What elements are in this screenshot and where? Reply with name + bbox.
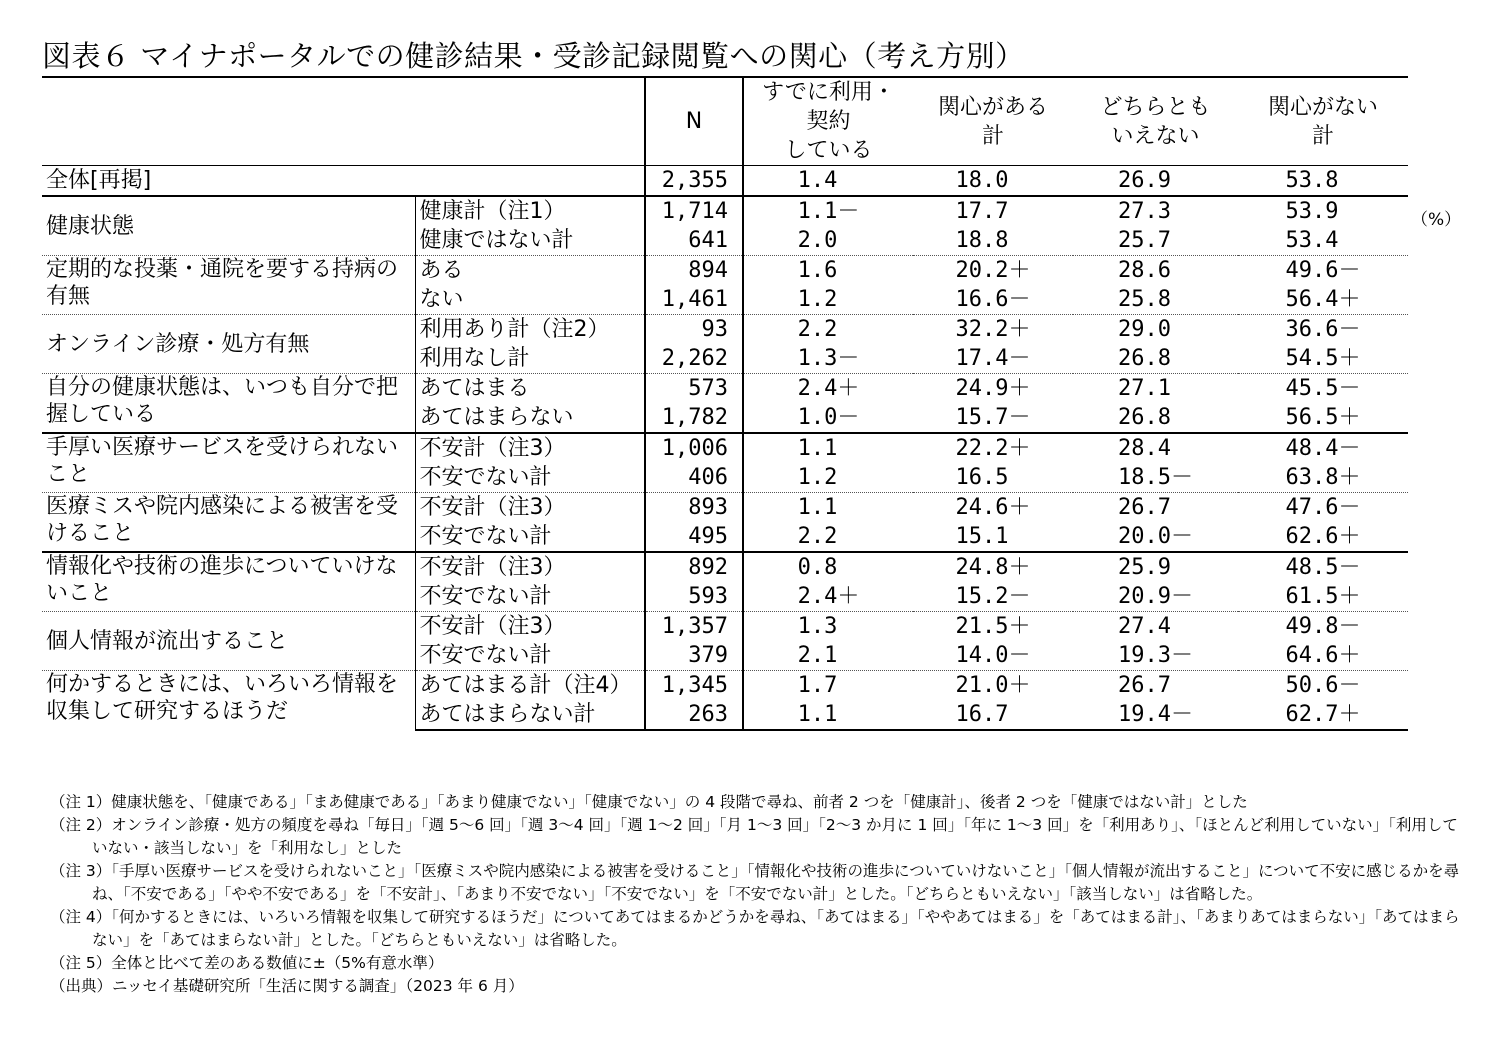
- significance-mark: ＋: [1338, 702, 1361, 727]
- significance-mark: －: [1338, 436, 1361, 461]
- sub-label: 不安計（注3）: [415, 552, 645, 582]
- sample-size: 641: [645, 226, 743, 256]
- value-cell: 47.6－: [1238, 493, 1408, 523]
- significance-mark: ＋: [1008, 376, 1031, 401]
- sub-label: 健康計（注1）: [415, 196, 645, 226]
- value-cell: 1.1: [743, 700, 913, 730]
- table-row: [42, 433, 1408, 463]
- header-interested: 関心がある 計: [913, 77, 1073, 166]
- significance-mark: ＋: [1338, 465, 1361, 490]
- value-cell: 56.4＋: [1285, 287, 1361, 312]
- value-cell: 62.7＋: [1238, 700, 1408, 730]
- significance-mark: －: [1008, 346, 1031, 371]
- results-table: [42, 76, 1408, 731]
- sample-size: 893: [645, 493, 743, 523]
- group-label: 情報化や技術の進歩についていけないこと: [42, 552, 415, 612]
- figure-title: 図表６ マイナポータルでの健診結果・受診記録閲覧への関心（考え方別）: [42, 39, 1025, 73]
- value-cell: 25.9: [1073, 552, 1238, 582]
- sample-size: 93: [645, 315, 743, 345]
- value-cell: 24.9＋: [913, 374, 1073, 404]
- significance-mark: －: [1338, 614, 1361, 639]
- value-cell: 45.5－: [1238, 374, 1408, 404]
- significance-mark: －: [1008, 584, 1031, 609]
- value-cell: 26.7: [1073, 671, 1238, 701]
- significance-mark: ＋: [1008, 495, 1031, 520]
- table-row: [42, 196, 1408, 226]
- significance-mark: ＋: [1008, 436, 1031, 461]
- sub-label: 不安計（注3）: [415, 433, 645, 463]
- value-cell: 20.0－: [1118, 524, 1193, 549]
- value-cell: 29.0: [1073, 315, 1238, 345]
- sample-size: 894: [645, 256, 743, 286]
- significance-mark: ＋: [1338, 524, 1361, 549]
- overall-v1: 1.4: [743, 166, 913, 197]
- sub-label: ない: [415, 285, 645, 315]
- footnote: （出典）ニッセイ基礎研究所「生活に関する調査」（2023 年 6 月）: [50, 977, 524, 995]
- significance-mark: ＋: [1338, 643, 1361, 668]
- overall-row: [42, 166, 1408, 197]
- sample-size: 1,782: [645, 403, 743, 433]
- value-cell: 26.8: [1118, 346, 1171, 371]
- significance-mark: －: [1338, 673, 1361, 698]
- value-cell: 27.1: [1073, 374, 1238, 404]
- value-cell: 27.3: [1073, 196, 1238, 226]
- significance-mark: －: [1338, 555, 1361, 580]
- value-cell: 48.4－: [1238, 433, 1408, 463]
- value-cell: 24.8＋: [913, 552, 1073, 582]
- significance-mark: －: [1008, 643, 1031, 668]
- value-cell: 32.2＋: [913, 315, 1073, 345]
- overall-n: 2,355: [645, 166, 743, 197]
- sub-label: あてはまる: [415, 374, 645, 404]
- significance-mark: －: [1170, 702, 1193, 727]
- value-cell: 2.0: [743, 226, 913, 256]
- significance-mark: －: [1170, 584, 1193, 609]
- value-cell: 2.4＋: [743, 582, 913, 612]
- value-cell: 2.1: [743, 641, 913, 671]
- value-cell: 17.7: [913, 196, 1073, 226]
- value-cell: 28.6: [1073, 256, 1238, 286]
- significance-mark: －: [837, 199, 860, 224]
- sample-size: 892: [645, 552, 743, 582]
- sample-size: 1,357: [645, 612, 743, 642]
- table-row: [42, 493, 1408, 523]
- sub-label: ある: [415, 256, 645, 286]
- value-cell: 1.6: [743, 256, 913, 286]
- sub-label: 不安でない計: [415, 522, 645, 552]
- value-cell: 1.1－: [743, 196, 913, 226]
- value-cell: 19.3－: [1118, 643, 1193, 668]
- header-not-interested: 関心がない 計: [1238, 77, 1408, 166]
- value-cell: 21.5＋: [913, 612, 1073, 642]
- value-cell: 18.8: [955, 228, 1009, 253]
- sub-label: 利用なし計: [415, 344, 645, 374]
- value-cell: 49.6－: [1238, 256, 1408, 286]
- overall-label: 全体[再掲]: [42, 166, 645, 197]
- sample-size: 1,006: [645, 433, 743, 463]
- value-cell: 24.6＋: [913, 493, 1073, 523]
- header-neutral: どちらとも いえない: [1073, 77, 1238, 166]
- table-row: [42, 374, 1408, 404]
- value-cell: 62.6＋: [1285, 524, 1361, 549]
- group-label: 自分の健康状態は、いつも自分で把握している: [42, 374, 415, 434]
- value-cell: 2.2: [743, 522, 913, 552]
- sub-label: あてはまる計（注4）: [415, 671, 645, 701]
- sub-label: あてはまらない計: [415, 700, 645, 730]
- footnote: （注 5）全体と比べて差のある数値に±（5%有意水準）: [50, 954, 444, 972]
- sub-label: 不安計（注3）: [415, 612, 645, 642]
- value-cell: 64.6＋: [1285, 643, 1361, 668]
- value-cell: 49.8－: [1238, 612, 1408, 642]
- sample-size: 1,461: [645, 285, 743, 315]
- significance-mark: －: [1008, 405, 1031, 430]
- value-cell: 15.1: [955, 524, 1009, 549]
- sub-label: 健康ではない計: [415, 226, 645, 256]
- sub-label: 不安でない計: [415, 641, 645, 671]
- significance-mark: ＋: [1008, 673, 1031, 698]
- value-cell: 63.8＋: [1285, 465, 1361, 490]
- value-cell: 17.4－: [955, 346, 1031, 371]
- sample-size: 1,714: [645, 196, 743, 226]
- value-cell: 27.4: [1073, 612, 1238, 642]
- significance-mark: －: [1338, 258, 1361, 283]
- sample-size: 2,262: [645, 344, 743, 374]
- significance-mark: －: [1170, 524, 1193, 549]
- sample-size: 593: [645, 582, 743, 612]
- value-cell: 53.4: [1285, 228, 1339, 253]
- overall-v3: 26.9: [1073, 166, 1238, 197]
- sample-size: 495: [645, 522, 743, 552]
- table-row: [42, 315, 1408, 345]
- value-cell: 48.5－: [1238, 552, 1408, 582]
- value-cell: 1.3－: [743, 344, 913, 374]
- significance-mark: ＋: [837, 584, 860, 609]
- group-label: 医療ミスや院内感染による被害を受けること: [42, 493, 415, 553]
- significance-mark: －: [1170, 465, 1193, 490]
- value-cell: 25.8: [1118, 287, 1171, 312]
- header-blank: [42, 77, 645, 166]
- value-cell: 26.8: [1118, 405, 1171, 430]
- significance-mark: ＋: [1008, 555, 1031, 580]
- significance-mark: ＋: [1008, 317, 1031, 342]
- value-cell: 1.3: [743, 612, 913, 642]
- significance-mark: ＋: [1338, 405, 1361, 430]
- group-label: 健康状態: [42, 196, 415, 256]
- value-cell: 61.5＋: [1285, 584, 1361, 609]
- significance-mark: ＋: [1338, 584, 1361, 609]
- sample-size: 263: [645, 700, 743, 730]
- group-label: 何かするときには、いろいろ情報を収集して研究するほうだ: [42, 671, 415, 731]
- significance-mark: －: [1338, 376, 1361, 401]
- value-cell: 21.0＋: [913, 671, 1073, 701]
- value-cell: 15.2－: [955, 584, 1031, 609]
- value-cell: 15.7－: [955, 405, 1031, 430]
- value-cell: 2.2: [743, 315, 913, 345]
- significance-mark: －: [837, 346, 860, 371]
- value-cell: 16.7: [913, 700, 1073, 730]
- group-label: オンライン診療・処方有無: [42, 315, 415, 374]
- significance-mark: －: [1008, 287, 1031, 312]
- header-n: N: [645, 77, 743, 166]
- value-cell: 18.5－: [1118, 465, 1193, 490]
- group-label: 手厚い医療サービスを受けられないこと: [42, 433, 415, 493]
- footnote: （注 3）「手厚い医療サービスを受けられないこと」「医療ミスや院内感染による被害を受けること」「情報化や技術の進歩についていけないこと」「個人情報が流出すること」について不安に感じるかを尋ね、「不安である」「やや不安である」を「不安計」、「あまり不安でない」「不安でない」を「不安でない計」とした。「どちらともいえない」「該当しない」は省略した。: [50, 862, 1460, 903]
- table-row: [42, 256, 1408, 286]
- significance-mark: ＋: [1008, 614, 1031, 639]
- sample-size: 573: [645, 374, 743, 404]
- value-cell: 1.2: [743, 285, 913, 315]
- value-cell: 16.5: [955, 465, 1009, 490]
- value-cell: 1.2: [743, 463, 913, 493]
- significance-mark: －: [837, 405, 860, 430]
- sample-size: 406: [645, 463, 743, 493]
- notes: [50, 791, 1470, 998]
- significance-mark: －: [1338, 495, 1361, 520]
- value-cell: 2.4＋: [743, 374, 913, 404]
- significance-mark: －: [1170, 643, 1193, 668]
- sub-label: 不安計（注3）: [415, 493, 645, 523]
- significance-mark: ＋: [1338, 287, 1361, 312]
- header-already-using: すでに利用・ 契約 している: [743, 77, 913, 166]
- sub-label: 不安でない計: [415, 582, 645, 612]
- value-cell: 22.2＋: [913, 433, 1073, 463]
- value-cell: 56.5＋: [1285, 405, 1361, 430]
- table-row: [42, 552, 1408, 582]
- value-cell: 25.7: [1118, 228, 1171, 253]
- table-row: [42, 671, 1408, 701]
- significance-mark: －: [1338, 317, 1361, 342]
- value-cell: 0.8: [743, 552, 913, 582]
- footnote: （注 2）オンライン診療・処方の頻度を尋ね「毎日」「週 5～6 回」「週 3～4 回」「週 1～2 回」「月 1～3 回」「2～3 か月に 1 回」「年に 1～3 回」を「利用あり」、「ほとんど利用していない」「利用していない・該当しない」を「利用なし」とした: [50, 816, 1458, 857]
- value-cell: 36.6－: [1238, 315, 1408, 345]
- value-cell: 1.0－: [743, 403, 913, 433]
- value-cell: 26.7: [1073, 493, 1238, 523]
- value-cell: 53.9: [1238, 196, 1408, 226]
- unit-label: （%）: [1411, 210, 1462, 230]
- significance-mark: ＋: [1338, 346, 1361, 371]
- value-cell: 19.4－: [1073, 700, 1238, 730]
- overall-v2: 18.0: [913, 166, 1073, 197]
- sub-label: 利用あり計（注2）: [415, 315, 645, 345]
- value-cell: 1.7: [743, 671, 913, 701]
- table-row: [42, 612, 1408, 642]
- value-cell: 20.9－: [1118, 584, 1193, 609]
- significance-mark: ＋: [837, 376, 860, 401]
- sub-label: 不安でない計: [415, 463, 645, 493]
- value-cell: 50.6－: [1238, 671, 1408, 701]
- value-cell: 20.2＋: [913, 256, 1073, 286]
- value-cell: 1.1: [743, 493, 913, 523]
- footnote: （注 1）健康状態を、「健康である」「まあ健康である」「あまり健康でない」「健康でない」の 4 段階で尋ね、前者 2 つを「健康計」、後者 2 つを「健康ではない計」とした: [50, 793, 1248, 811]
- sample-size: 379: [645, 641, 743, 671]
- significance-mark: ＋: [1008, 258, 1031, 283]
- value-cell: 16.6－: [955, 287, 1031, 312]
- value-cell: 28.4: [1073, 433, 1238, 463]
- group-label: 定期的な投薬・通院を要する持病の有無: [42, 256, 415, 315]
- value-cell: 14.0－: [955, 643, 1031, 668]
- value-cell: 1.1: [743, 433, 913, 463]
- sub-label: あてはまらない: [415, 403, 645, 433]
- value-cell: 54.5＋: [1285, 346, 1361, 371]
- sample-size: 1,345: [645, 671, 743, 701]
- footnote: （注 4）「何かするときには、いろいろ情報を収集して研究するほうだ」についてあてはまるかどうかを尋ね、「あてはまる」「ややあてはまる」を「あてはまる計」、「あまりあてはまらない」「あてはまらない」を「あてはまらない計」とした。「どちらともいえない」は省略した。: [50, 908, 1460, 949]
- group-label: 個人情報が流出すること: [42, 612, 415, 671]
- header-row: [42, 77, 1408, 166]
- overall-v4: 53.8: [1238, 166, 1408, 197]
